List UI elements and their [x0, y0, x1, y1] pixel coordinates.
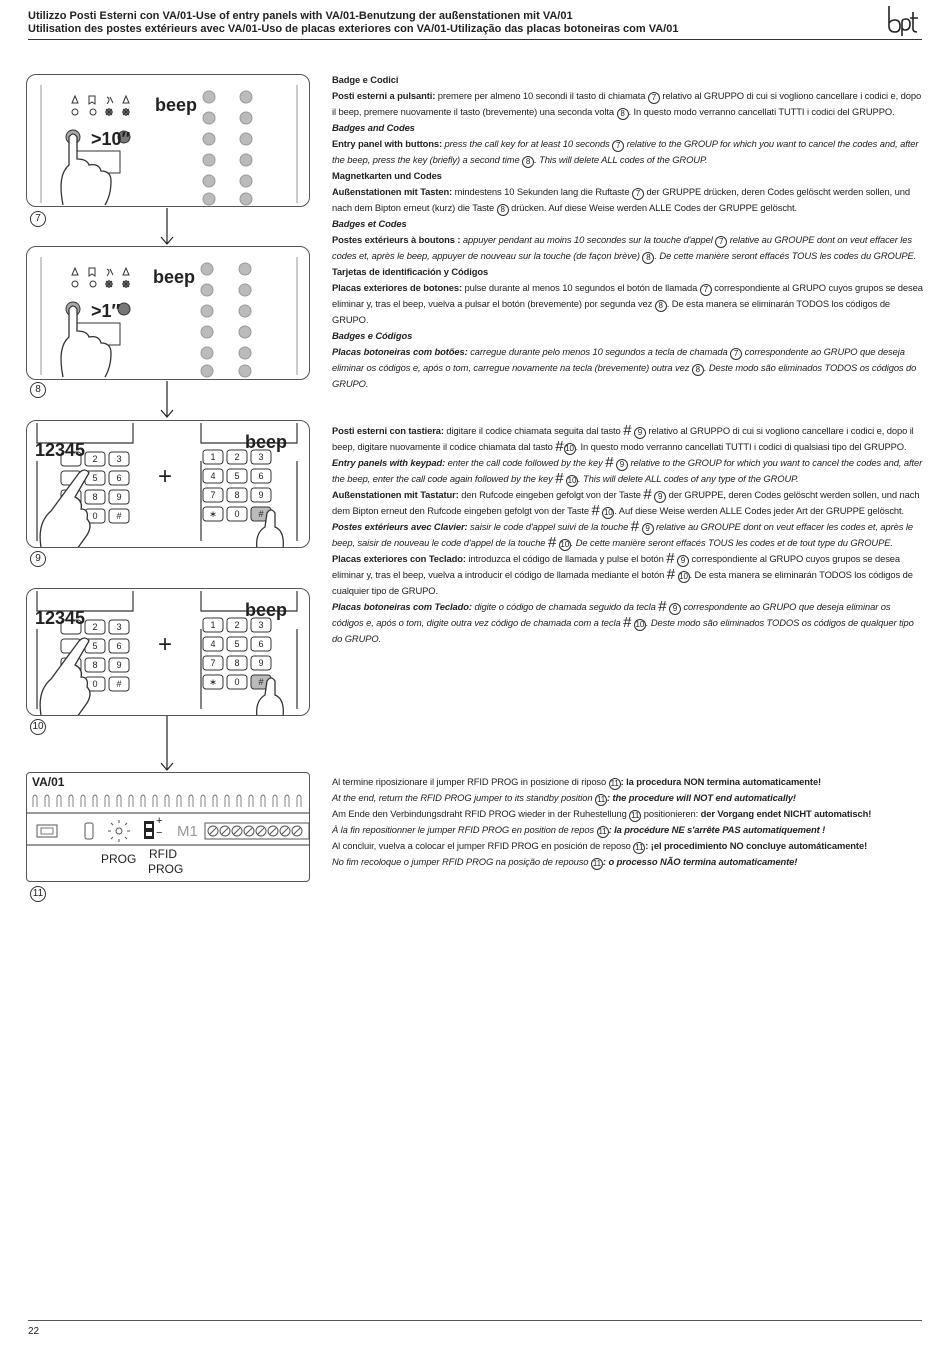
paragraph-pt: Placas botoneiras com Teclado: digite o código de chamada seguido da tecla # 9 correspondente ao GRUPO que deseja eliminar os códigos e, após o tom, digite outra vez código de chamada com a tecla # 10 . Deste modo são eliminados TODOS os códigos de qualquer tipo do GRUPO.	[332, 598, 914, 644]
rfid-label: RFID	[149, 847, 177, 861]
beep-label: beep	[245, 600, 288, 620]
svg-text:3: 3	[116, 622, 122, 632]
svg-text:8: 8	[92, 660, 98, 670]
svg-text:3: 3	[258, 452, 264, 462]
svg-text:0: 0	[92, 679, 98, 689]
svg-text:2: 2	[92, 454, 98, 464]
svg-text:6: 6	[116, 473, 122, 483]
paragraph-de: Am Ende den Verbindungsdraht RFID PROG wieder in der Ruhestellung 11 positionieren: der Vorgang endet NICHT automatisch!	[332, 808, 872, 820]
svg-text:0: 0	[234, 677, 240, 687]
svg-text:#: #	[258, 509, 264, 519]
section-jumper-reset	[332, 774, 924, 870]
svg-text:#: #	[258, 677, 264, 687]
paragraph-it: Posti esterni con tastiera: digitare il codice chiamata seguita dal tasto # 9 relativo al GRUPPO di cui si vogliono cancellare i codici e, dopo il beep, digitare nuovamente il codice chiamata dal tasto # 10 . In questo modo verranno cancellati TUTTI i codici di qualsiasi tipo del GRUPPO.	[332, 422, 914, 455]
svg-text:5: 5	[92, 473, 98, 483]
paragraph-pt: No fim recoloque o jumper RFID PROG na posição de repouso 11 : o processo NÃO termina automaticamente!	[332, 856, 798, 868]
m1-connector-label: M1	[177, 823, 198, 840]
svg-text:2: 2	[92, 622, 98, 632]
beep-label: beep	[153, 267, 196, 287]
svg-text:8: 8	[234, 658, 240, 668]
down-arrow-icon	[160, 208, 174, 246]
svg-text:∗: ∗	[209, 509, 217, 519]
paragraph-de: Außenstationen mit Tastatur: den Rufcode eingeben gefolgt von der Taste # 9 der GRUPPE, deren Codes gelöscht werden sollen, und nach dem Bipton erneut den Rufcode eingeben gefolgt von der Taste # 10 . Auf diese Weise werden ALLE Codes jeder Art der GRUPPE gelöscht.	[332, 486, 920, 519]
svg-text:∗: ∗	[209, 677, 217, 687]
svg-text:9: 9	[258, 658, 264, 668]
down-arrow-icon	[160, 381, 174, 419]
svg-text:#: #	[116, 679, 122, 689]
paragraph-fr: Postes extérieurs à boutons : appuyer pendant au moins 10 secondes sur la touche d'appel 7 relative au GROUPE dont on veut effacer les codes et, après le beep, appuyer de nouveau sur la touche (de façon brève) 8 . De cette manière seront effacés TOUS les codes du GROUPE.	[332, 234, 917, 262]
figure-10-keypad-panel	[26, 588, 310, 716]
svg-text:4: 4	[210, 639, 216, 649]
section-title-de: Magnetkarten und Codes	[332, 170, 442, 181]
figure-9-keypad-panel	[26, 420, 310, 548]
footer-rule	[28, 1320, 922, 1321]
svg-text:3: 3	[258, 620, 264, 630]
figure-8-button-panel	[26, 246, 310, 380]
down-arrow-icon	[160, 716, 174, 772]
paragraph-pt: Placas botoneiras com botões: carregue durante pelo menos 10 segundos a tecla de chamada 7 correspondente ao GRUPO que deseja eliminar os códigos e, após o tom, carregue novamente na tecla (brevemente) outra vez 8 . Deste modo são eliminados TODOS os códigos do GRUPO.	[332, 346, 917, 389]
svg-text:9: 9	[116, 660, 122, 670]
svg-text:1: 1	[210, 620, 216, 630]
svg-text:1: 1	[210, 452, 216, 462]
svg-text:#: #	[116, 511, 122, 521]
svg-text:7: 7	[210, 490, 216, 500]
section-title-en: Badges and Codes	[332, 122, 415, 133]
svg-text:7: 7	[210, 658, 216, 668]
press-duration-label: >1″	[91, 301, 121, 321]
paragraph-en: Entry panels with keypad: enter the call code followed by the key # 9 relative to the GROUP for which you want to cancel the codes and, after the beep, enter the call code again followed by the key # 10 . This will delete ALL codes of any type of the GROUP.	[332, 454, 923, 487]
section-title-pt: Badges e Códigos	[332, 330, 413, 341]
svg-text:9: 9	[116, 492, 122, 502]
header-title-line-1: Utilizzo Posti Esterni con VA/01-Use of entry panels with VA/01-Benutzung der außenstationen mit VA/01	[28, 10, 573, 22]
svg-text:5: 5	[234, 639, 240, 649]
svg-text:0: 0	[234, 509, 240, 519]
svg-text:4: 4	[210, 471, 216, 481]
plus-sign: +	[158, 463, 173, 490]
figure-number-7: 7	[30, 211, 46, 227]
svg-text:6: 6	[116, 641, 122, 651]
svg-text:2: 2	[234, 620, 240, 630]
figure-11-va01-module	[26, 772, 310, 882]
bpt-logo	[886, 4, 920, 36]
call-code-label: 12345	[35, 608, 86, 628]
svg-text:0: 0	[92, 511, 98, 521]
beep-label: beep	[245, 432, 288, 452]
jumper-minus-label: −	[156, 827, 163, 839]
paragraph-es: Placas exteriores de botones: pulse durante al menos 10 segundos el botón de llamada 7 correspondiente al GRUPO cuyos grupos se desea eliminar y, tras el beep, vuelva a pulsar el botón (brevemente) por segunda vez 8 . De esta manera se eliminarán TODOS los códigos de GRUPO.	[332, 282, 923, 325]
figure-number-9: 9	[30, 551, 46, 567]
paragraph-fr: À la fin repositionner le jumper RFID PROG en position de repos 11 : la procédure NE s'arrête PAS automatiquement !	[332, 824, 826, 836]
section-title-es: Tarjetas de identificación y Códigos	[332, 266, 489, 277]
section-badges-buttons	[332, 72, 924, 392]
svg-text:5: 5	[234, 471, 240, 481]
call-code-label: 12345	[35, 440, 86, 460]
section-title-it: Badge e Codici	[332, 74, 399, 85]
paragraph-en: Entry panel with buttons: press the call key for at least 10 seconds 7 relative to the GROUP for which you want to cancel the codes and, after the beep, press the key (briefly) a second time 8 . This will delete ALL codes of the GROUP.	[332, 138, 919, 166]
svg-text:3: 3	[116, 454, 122, 464]
svg-text:9: 9	[258, 490, 264, 500]
plus-sign: +	[158, 631, 173, 658]
svg-text:5: 5	[92, 641, 98, 651]
paragraph-es: Al concluir, vuelva a colocar el jumper RFID PROG en posición de reposo 11 : ¡el procedimiento NO concluye automáticamente!	[332, 840, 868, 852]
press-duration-label: >10″	[91, 129, 131, 149]
rfid-prog-label: PROG	[148, 862, 184, 876]
section-keypad	[332, 423, 924, 647]
section-title-fr: Badges et Codes	[332, 218, 407, 229]
figure-7-button-panel	[26, 74, 310, 207]
svg-text:6: 6	[258, 639, 264, 649]
svg-text:8: 8	[234, 490, 240, 500]
figure-number-10: 10	[30, 719, 46, 735]
figure-number-11: 11	[30, 886, 46, 902]
prog-label: PROG	[101, 852, 137, 866]
paragraph-en: At the end, return the RFID PROG jumper to its standby position 11 : the procedure will NOT end automatically!	[332, 792, 796, 804]
paragraph-de: Außenstationen mit Tasten: mindestens 10 Sekunden lang die Ruftaste 7 der GRUPPE drücken, deren Codes gelöscht werden sollen, und nach dem Bipton erneut (kurz) die Taste 8 drücken. Auf diese Weise werden ALLE Codes der GRUPPE gelöscht.	[332, 186, 910, 214]
svg-text:6: 6	[258, 471, 264, 481]
paragraph-it: Posti esterni a pulsanti: premere per almeno 10 secondi il tasto di chiamata 7 relativo al GRUPPO di cui si vogliono cancellare i codici e, dopo il beep, premere nuovamente il tasto (brevemente) una seconda volta 8 . In questo modo verranno cancellati TUTTI i codici del GRUPPO.	[332, 90, 922, 118]
paragraph-it: Al termine riposizionare il jumper RFID PROG in posizione di riposo 11 : la procedura NON termina automaticamente!	[332, 776, 822, 788]
svg-text:8: 8	[92, 492, 98, 502]
page-header	[28, 10, 922, 40]
beep-label: beep	[155, 95, 198, 115]
jumper-plus-label: +	[156, 815, 163, 827]
paragraph-es: Placas exteriores con Teclado: introduzca el código de llamada y pulse el botón # 9 correspondiente al GRUPO cuyos grupos se desea eliminar y, tras el beep, vuelva a introducir el código de llamada mediante el botón # 10 . De esta manera se eliminarán TODOS los códigos de cualquier tipo de GRUPO.	[332, 550, 913, 596]
device-name-label: VA/01	[32, 775, 65, 789]
figure-number-8: 8	[30, 382, 46, 398]
header-title-line-2: Utilisation des postes extérieurs avec VA/01-Uso de placas exteriores con VA/01-Utilização das placas botoneiras com VA/01	[28, 23, 679, 35]
paragraph-fr: Postes extérieurs avec Clavier: saisir le code d'appel suivi de la touche # 9 relative au GROUPE dont on veut effacer les codes et, après le beep, saisir de nouveau le code d'appel de la touche # 10 . De cette manière seront effacés TOUS les codes et de tout type du GROUPE.	[332, 518, 913, 551]
svg-text:2: 2	[234, 452, 240, 462]
page-number: 22	[28, 1326, 40, 1337]
